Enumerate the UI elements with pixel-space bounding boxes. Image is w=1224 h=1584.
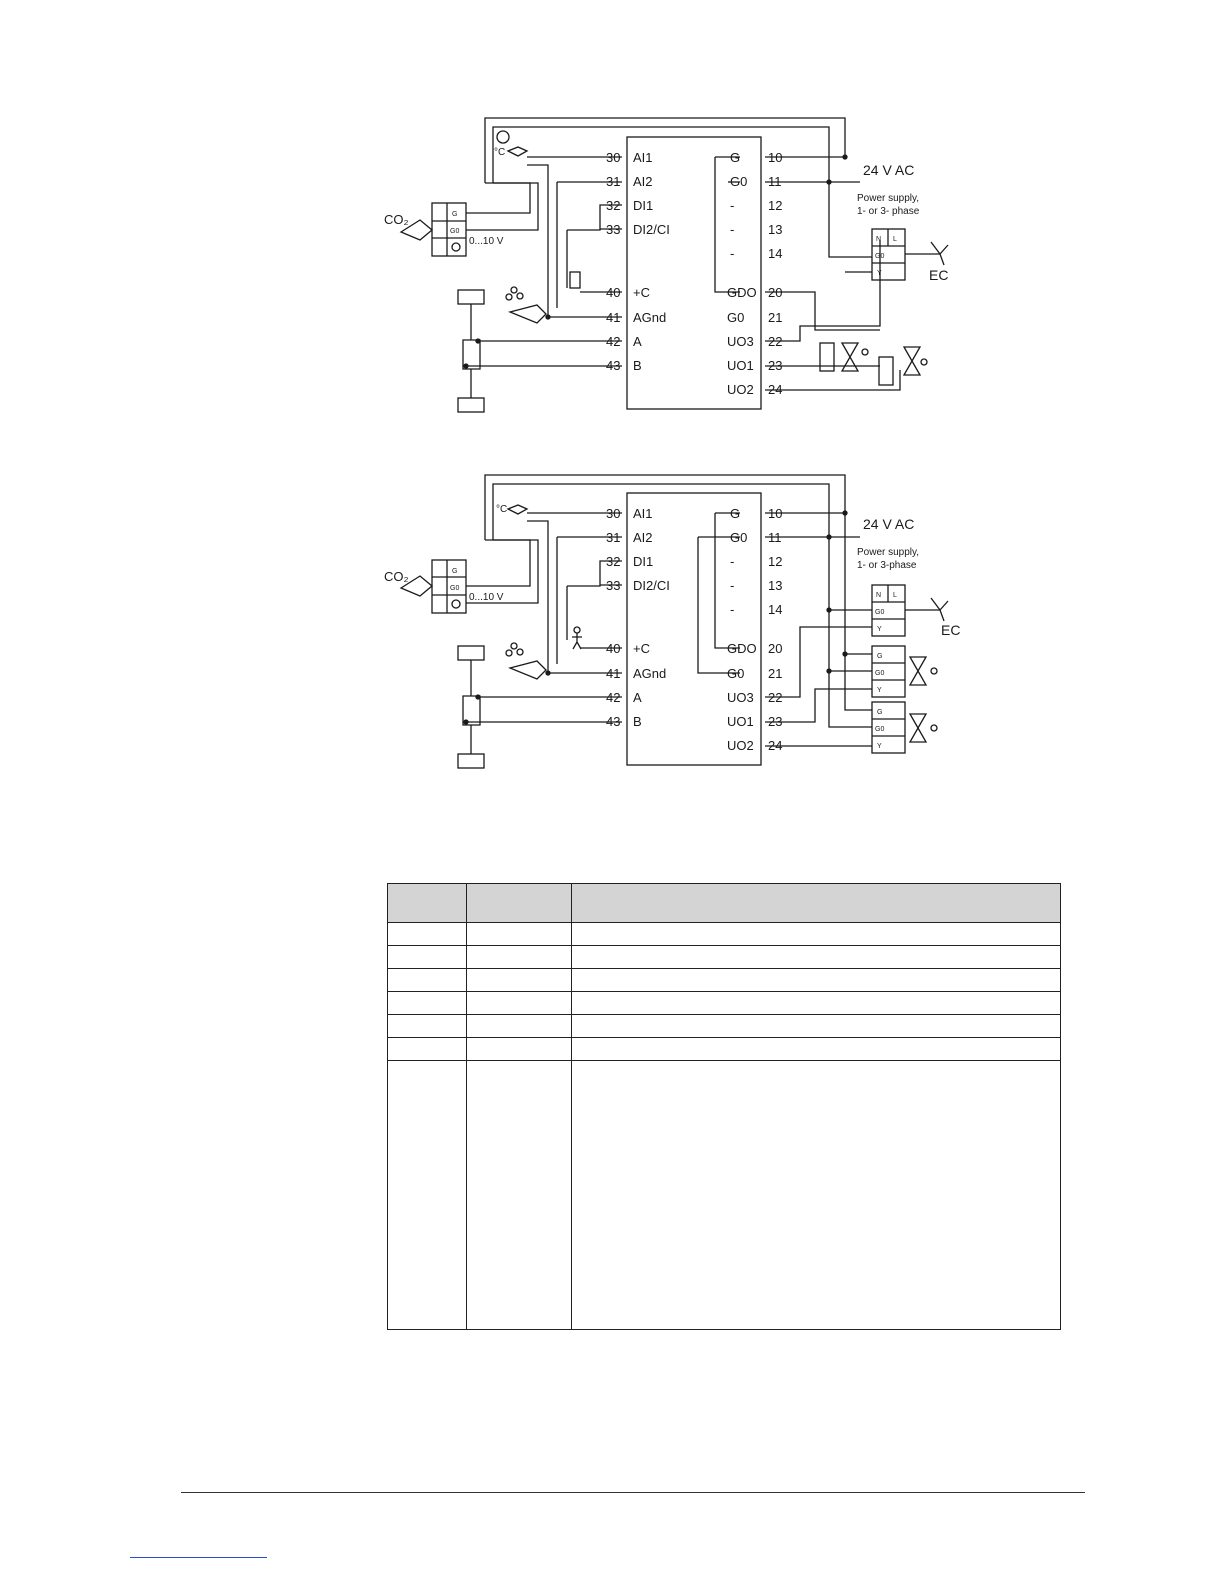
- term-num-right: 20: [768, 285, 783, 300]
- term-label-right: -: [730, 222, 735, 237]
- term-num-right: 14: [768, 246, 783, 261]
- term-num-right: 14: [768, 602, 783, 617]
- temp-label: °C: [496, 504, 508, 515]
- table-cell: [467, 923, 572, 946]
- term-num-right: 23: [768, 358, 783, 373]
- temp-label: °C: [494, 147, 506, 158]
- table-row: [388, 923, 1061, 946]
- fan-icon: [905, 598, 948, 621]
- term-num-left: 40: [606, 285, 621, 300]
- cooling-valve-actuator: [829, 654, 937, 753]
- term-num-left: 43: [606, 358, 621, 373]
- term-label-right: UO1: [727, 358, 754, 373]
- power-supply-label: Power supply,: [857, 193, 920, 204]
- block-label: Y: [877, 687, 882, 694]
- table-header-row: [388, 884, 1061, 923]
- table-row: [388, 1061, 1061, 1330]
- humidity-sensor-icon: [506, 287, 546, 323]
- term-num-right: 24: [768, 382, 783, 397]
- term-label-left: DI1: [633, 198, 654, 213]
- table-cell: [572, 946, 1061, 969]
- block-label: G0: [875, 726, 885, 733]
- term-num-left: 41: [606, 310, 621, 325]
- block-label: L: [893, 236, 897, 243]
- table-cell: [388, 969, 467, 992]
- term-num-left: 31: [606, 530, 621, 545]
- block-label: L: [893, 592, 897, 599]
- term-num-right: 20: [768, 641, 783, 656]
- term-num-right: 22: [768, 334, 783, 349]
- term-label-right: -: [730, 602, 735, 617]
- supply-voltage-label: 24 V AC: [863, 516, 915, 532]
- fan-icon: [905, 242, 948, 265]
- table-row: [388, 946, 1061, 969]
- term-label-right: GDO: [727, 285, 757, 300]
- term-num-left: 32: [606, 198, 621, 213]
- block-label: Y: [877, 743, 882, 750]
- table-cell: [572, 969, 1061, 992]
- table-cell: [467, 992, 572, 1015]
- table-cell: [572, 1015, 1061, 1038]
- term-num-left: 42: [606, 334, 621, 349]
- table-row: [388, 969, 1061, 992]
- power-supply-phase: 1- or 3- phase: [857, 206, 920, 217]
- term-num-right: 12: [768, 198, 783, 213]
- humidity-sensor-icon: [506, 643, 546, 679]
- term-label-left: AI2: [633, 530, 653, 545]
- term-label-left: DI2/CI: [633, 578, 670, 593]
- block-label: G: [452, 211, 458, 218]
- table-cell: [467, 1061, 572, 1330]
- range-label: 0...10 V: [469, 236, 504, 247]
- table-cell: [572, 1061, 1061, 1330]
- term-label-right: G0: [730, 174, 748, 189]
- term-label-left: AGnd: [633, 666, 667, 681]
- wiring-diagram-1: [384, 118, 948, 412]
- term-num-right: 22: [768, 690, 783, 705]
- term-label-left: A: [633, 690, 642, 705]
- term-num-left: 30: [606, 506, 621, 521]
- table-cell: [572, 992, 1061, 1015]
- block-label: Y: [877, 270, 882, 277]
- term-num-right: 12: [768, 554, 783, 569]
- table-cell: [388, 1015, 467, 1038]
- table-cell: [388, 923, 467, 946]
- term-num-right: 10: [768, 150, 783, 165]
- term-label-right: G0: [730, 530, 748, 545]
- term-label-right: G0: [727, 666, 745, 681]
- block-label: G: [877, 653, 883, 660]
- term-label-left: AI1: [633, 150, 653, 165]
- term-label-left: +C: [633, 641, 650, 656]
- term-num-right: 11: [768, 174, 782, 189]
- wiring-diagram-2: [384, 475, 960, 768]
- cooling-valve-icon: [879, 347, 927, 385]
- term-num-left: 30: [606, 150, 621, 165]
- term-num-left: 31: [606, 174, 621, 189]
- term-label-right: UO2: [727, 738, 754, 753]
- table-cell: [388, 992, 467, 1015]
- term-label-right: G: [730, 150, 741, 165]
- table-cell: [388, 1038, 467, 1061]
- block-label: N: [876, 236, 882, 243]
- bus-connector: [458, 646, 484, 768]
- footer-rule: [181, 1492, 1085, 1493]
- block-label: G0: [875, 609, 885, 616]
- table-cell: [467, 969, 572, 992]
- footer-link-underline[interactable]: [130, 1557, 267, 1558]
- term-num-left: 33: [606, 578, 621, 593]
- co2-label: CO₂: [384, 212, 409, 227]
- table-row: [388, 1038, 1061, 1061]
- term-num-right: 24: [768, 738, 783, 753]
- block-label: G: [452, 568, 458, 575]
- block-label: G0: [875, 670, 885, 677]
- table-cell: [467, 1038, 572, 1061]
- term-label-right: GDO: [727, 641, 757, 656]
- block-label: G0: [450, 585, 460, 592]
- term-label-left: AI2: [633, 174, 653, 189]
- table-header-cell: [467, 884, 572, 923]
- term-label-right: UO1: [727, 714, 754, 729]
- fan-label: EC: [941, 622, 961, 638]
- table-cell: [467, 946, 572, 969]
- term-label-left: AGnd: [633, 310, 667, 325]
- power-supply-label: Power supply,: [857, 547, 920, 558]
- term-num-right: 13: [768, 578, 783, 593]
- term-num-left: 42: [606, 690, 621, 705]
- term-label-left: +C: [633, 285, 650, 300]
- term-label-right: G0: [727, 310, 745, 325]
- range-label: 0...10 V: [469, 592, 504, 603]
- term-num-left: 41: [606, 666, 621, 681]
- term-num-right: 11: [768, 530, 782, 545]
- bus-connector: [458, 290, 484, 412]
- table-cell: [572, 923, 1061, 946]
- term-label-right: -: [730, 198, 735, 213]
- table-cell: [572, 1038, 1061, 1061]
- term-label-right: -: [730, 246, 735, 261]
- term-label-right: -: [730, 578, 735, 593]
- term-label-right: -: [730, 554, 735, 569]
- term-num-right: 10: [768, 506, 783, 521]
- table-header-cell: [572, 884, 1061, 923]
- term-label-left: DI1: [633, 554, 654, 569]
- occupancy-sensor-icon: [572, 627, 582, 649]
- term-num-right: 21: [768, 310, 783, 325]
- block-label: G0: [875, 253, 885, 260]
- term-label-right: UO3: [727, 690, 754, 705]
- window-contact-icon: [570, 272, 580, 288]
- heating-valve-icon: [820, 343, 868, 371]
- term-num-right: 13: [768, 222, 783, 237]
- term-label-left: AI1: [633, 506, 653, 521]
- term-label-left: B: [633, 714, 642, 729]
- term-num-right: 21: [768, 666, 783, 681]
- co2-label: CO₂: [384, 569, 409, 584]
- term-num-right: 23: [768, 714, 783, 729]
- power-supply-phase: 1- or 3-phase: [857, 560, 917, 571]
- fan-label: EC: [929, 267, 949, 283]
- term-num-left: 32: [606, 554, 621, 569]
- term-label-left: B: [633, 358, 642, 373]
- term-label-right: UO2: [727, 382, 754, 397]
- term-num-left: 43: [606, 714, 621, 729]
- table-cell: [467, 1015, 572, 1038]
- block-label: Y: [877, 626, 882, 633]
- supply-voltage-label: 24 V AC: [863, 162, 915, 178]
- term-label-right: UO3: [727, 334, 754, 349]
- table-row: [388, 1015, 1061, 1038]
- table-row: [388, 992, 1061, 1015]
- term-num-left: 40: [606, 641, 621, 656]
- block-label: N: [876, 592, 882, 599]
- block-label: G0: [450, 228, 460, 235]
- term-label-right: G: [730, 506, 741, 521]
- term-num-left: 33: [606, 222, 621, 237]
- table-cell: [388, 946, 467, 969]
- table-cell: [388, 1061, 467, 1330]
- table-header-cell: [388, 884, 467, 923]
- block-label: G: [877, 709, 883, 716]
- spec-table: [387, 883, 1061, 1330]
- temp-sensor-icon: [508, 505, 527, 514]
- term-label-left: A: [633, 334, 642, 349]
- term-label-left: DI2/CI: [633, 222, 670, 237]
